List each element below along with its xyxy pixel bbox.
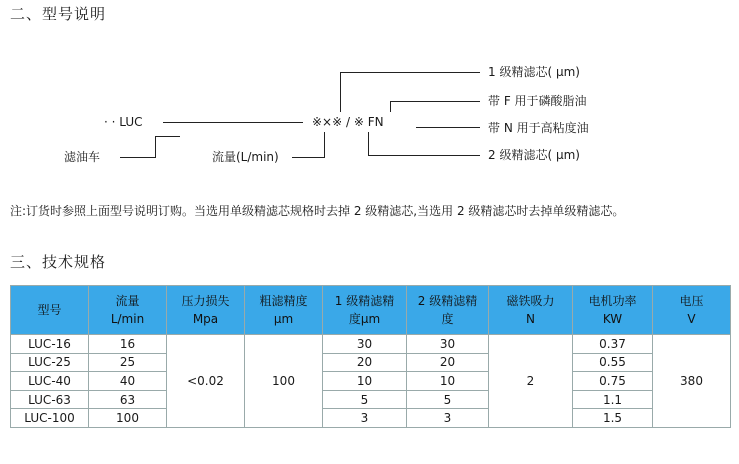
cell-power: 0.55 (573, 353, 653, 372)
label-viscous: 带 N 用于高粘度油 (488, 121, 589, 135)
label-level2: 2 级精滤芯( μm) (488, 148, 580, 162)
cell-power: 1.1 (573, 390, 653, 409)
spec-table (10, 285, 731, 428)
cell-power: 0.37 (573, 335, 653, 354)
cell-level2: 5 (407, 390, 489, 409)
cell-flow: 63 (89, 390, 167, 409)
header-magnet: 磁铁吸力 N (489, 286, 573, 335)
model-prefix: · · LUC (104, 115, 143, 129)
cell-pressure-loss: <0.02 (167, 335, 245, 428)
cell-level1: 30 (323, 335, 407, 354)
header-level1: 1 级精滤精 度μm (323, 286, 407, 335)
table-row (11, 353, 731, 372)
header-power: 电机功率 KW (573, 286, 653, 335)
cell-model: LUC-25 (11, 353, 89, 372)
cell-level2: 10 (407, 372, 489, 391)
cell-model: LUC-63 (11, 390, 89, 409)
cell-level2: 20 (407, 353, 489, 372)
cell-flow: 16 (89, 335, 167, 354)
cell-level2: 3 (407, 409, 489, 428)
cell-magnet: 2 (489, 335, 573, 428)
table-header-row (11, 286, 731, 335)
cell-level2: 30 (407, 335, 489, 354)
cell-level1: 3 (323, 409, 407, 428)
table-row (11, 409, 731, 428)
model-code: ※×※ / ※ FN (312, 115, 384, 129)
cell-level1: 10 (323, 372, 407, 391)
cell-model: LUC-16 (11, 335, 89, 354)
cell-level1: 5 (323, 390, 407, 409)
section-title-model: 二、型号说明 (10, 5, 107, 23)
cell-flow: 25 (89, 353, 167, 372)
cell-power: 0.75 (573, 372, 653, 391)
cell-voltage: 380 (653, 335, 731, 428)
label-phosphate: 带 F 用于磷酸脂油 (488, 94, 587, 108)
cell-model: LUC-100 (11, 409, 89, 428)
header-model: 型号 (11, 286, 89, 335)
cell-coarse: 100 (245, 335, 323, 428)
cell-level1: 20 (323, 353, 407, 372)
table-row (11, 390, 731, 409)
label-flow: 流量(L/min) (212, 150, 279, 164)
order-note: 注:订货时参照上面型号说明订购。当选用单级精滤芯规格时去掉 2 级精滤芯,当选用 2 级精滤芯时去掉单级精滤芯。 (10, 204, 625, 218)
label-filter-car: 滤油车 (64, 150, 101, 164)
cell-model: LUC-40 (11, 372, 89, 391)
header-coarse: 粗滤精度 μm (245, 286, 323, 335)
cell-flow: 100 (89, 409, 167, 428)
label-level1: 1 级精滤芯( μm) (488, 65, 580, 79)
cell-flow: 40 (89, 372, 167, 391)
header-level2: 2 级精滤精 度 (407, 286, 489, 335)
header-pressure-loss: 压力损失 Mpa (167, 286, 245, 335)
table-row (11, 372, 731, 391)
table-row (11, 335, 731, 354)
cell-power: 1.5 (573, 409, 653, 428)
header-flow: 流量 L/min (89, 286, 167, 335)
section-title-spec: 三、技术规格 (10, 253, 107, 271)
header-voltage: 电压 V (653, 286, 731, 335)
